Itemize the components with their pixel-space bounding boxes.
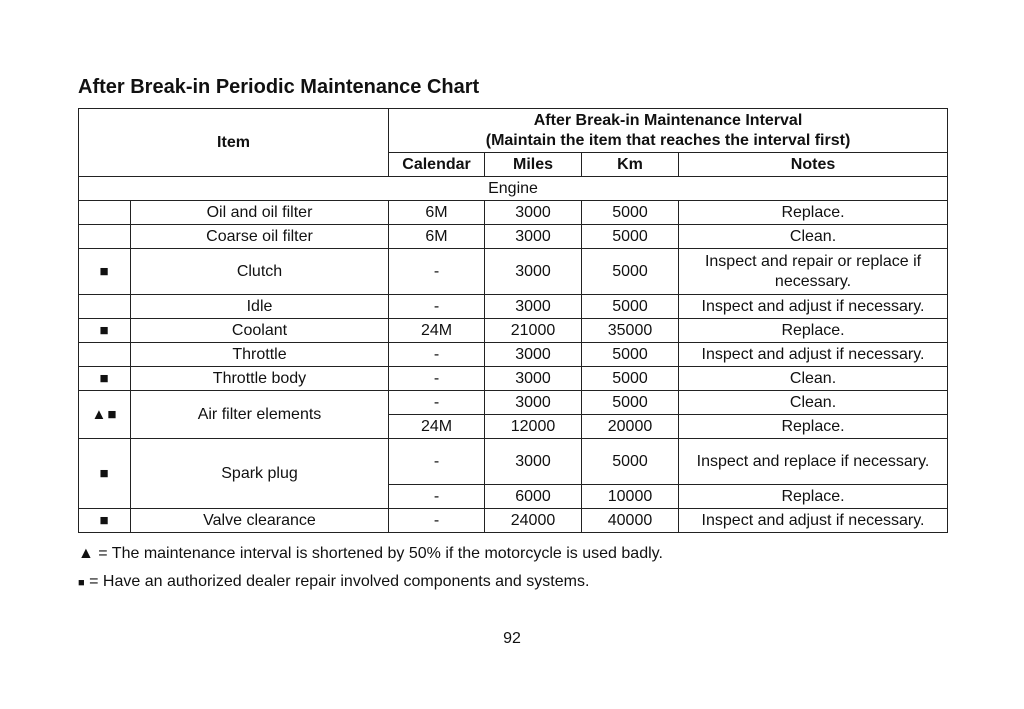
- table-row: [79, 391, 948, 415]
- item-name: Clutch: [131, 249, 389, 295]
- item-name: Coolant: [131, 319, 389, 343]
- calendar-cell: 6M: [389, 225, 485, 249]
- km-cell: 40000: [582, 509, 679, 533]
- notes-cell: Inspect and adjust if necessary.: [679, 509, 948, 533]
- item-header: Item: [79, 109, 389, 177]
- notes-header: Notes: [679, 153, 948, 177]
- dealer-square-icon: ■: [79, 249, 131, 295]
- mark-cell: [79, 225, 131, 249]
- notes-cell: Inspect and repair or replace if necessary.: [679, 249, 948, 295]
- km-cell: 5000: [582, 249, 679, 295]
- mark-cell: [79, 295, 131, 319]
- dealer-square-icon: ■: [79, 319, 131, 343]
- notes-cell: Clean.: [679, 367, 948, 391]
- calendar-cell: 24M: [389, 319, 485, 343]
- table-row: [79, 509, 948, 533]
- section-engine: Engine: [79, 177, 948, 201]
- legend-triangle: [78, 545, 663, 563]
- miles-cell: 3000: [485, 439, 582, 485]
- maintenance-table: [78, 108, 948, 533]
- mark-cell: [79, 201, 131, 225]
- interval-header: [389, 109, 948, 153]
- legend-triangle-text: = The maintenance interval is shortened by 50% if the motorcycle is used badly.: [98, 545, 663, 562]
- header-row-1: [79, 109, 948, 153]
- interval-header-line2: (Maintain the item that reaches the interval first): [485, 131, 851, 149]
- calendar-cell: -: [389, 367, 485, 391]
- calendar-header: Calendar: [389, 153, 485, 177]
- notes-cell: Clean.: [679, 225, 948, 249]
- km-cell: 20000: [582, 415, 679, 439]
- legend-square-text: = Have an authorized dealer repair involved components and systems.: [89, 573, 590, 590]
- table-row: [79, 319, 948, 343]
- table-row: [79, 249, 948, 295]
- mark-cell: [79, 343, 131, 367]
- section-row: [79, 177, 948, 201]
- km-cell: 5000: [582, 201, 679, 225]
- interval-header-line1: After Break-in Maintenance Interval: [533, 111, 803, 129]
- km-cell: 5000: [582, 225, 679, 249]
- miles-cell: 3000: [485, 343, 582, 367]
- miles-cell: 24000: [485, 509, 582, 533]
- calendar-cell: 24M: [389, 415, 485, 439]
- triangle-square-icon: ▲■: [79, 391, 131, 439]
- item-name: Idle: [131, 295, 389, 319]
- table-row: [79, 367, 948, 391]
- calendar-cell: -: [389, 249, 485, 295]
- calendar-cell: -: [389, 509, 485, 533]
- km-cell: 5000: [582, 367, 679, 391]
- miles-cell: 3000: [485, 295, 582, 319]
- notes-cell: Replace.: [679, 415, 948, 439]
- km-cell: 10000: [582, 485, 679, 509]
- page-number: 92: [503, 630, 521, 647]
- km-cell: 5000: [582, 343, 679, 367]
- km-cell: 5000: [582, 295, 679, 319]
- item-name: Valve clearance: [131, 509, 389, 533]
- notes-cell: Inspect and adjust if necessary.: [679, 343, 948, 367]
- calendar-cell: 6M: [389, 201, 485, 225]
- item-name: Throttle: [131, 343, 389, 367]
- notes-cell: Inspect and replace if necessary.: [679, 439, 948, 485]
- item-name: Air filter elements: [131, 391, 389, 439]
- miles-cell: 3000: [485, 249, 582, 295]
- triangle-icon: ▲: [78, 545, 94, 562]
- calendar-cell: -: [389, 391, 485, 415]
- miles-cell: 6000: [485, 485, 582, 509]
- miles-cell: 3000: [485, 367, 582, 391]
- page-title: After Break-in Periodic Maintenance Chart: [78, 76, 480, 98]
- table-row: [79, 343, 948, 367]
- notes-cell: Clean.: [679, 391, 948, 415]
- dealer-square-icon: ■: [79, 509, 131, 533]
- notes-cell: Replace.: [679, 485, 948, 509]
- km-cell: 35000: [582, 319, 679, 343]
- km-header: Km: [582, 153, 679, 177]
- notes-cell: Inspect and adjust if necessary.: [679, 295, 948, 319]
- miles-cell: 12000: [485, 415, 582, 439]
- table-row: [79, 295, 948, 319]
- calendar-cell: -: [389, 343, 485, 367]
- square-icon: ■: [78, 577, 85, 589]
- notes-cell: Replace.: [679, 319, 948, 343]
- dealer-square-icon: ■: [79, 367, 131, 391]
- km-cell: 5000: [582, 439, 679, 485]
- item-name: Coarse oil filter: [131, 225, 389, 249]
- calendar-cell: -: [389, 295, 485, 319]
- table-row: [79, 439, 948, 485]
- miles-cell: 3000: [485, 225, 582, 249]
- item-name: Spark plug: [131, 439, 389, 509]
- miles-cell: 21000: [485, 319, 582, 343]
- miles-header: Miles: [485, 153, 582, 177]
- notes-cell: Replace.: [679, 201, 948, 225]
- item-name: Oil and oil filter: [131, 201, 389, 225]
- table-row: [79, 225, 948, 249]
- km-cell: 5000: [582, 391, 679, 415]
- dealer-square-icon: ■: [79, 439, 131, 509]
- miles-cell: 3000: [485, 391, 582, 415]
- legend-square: [78, 573, 589, 591]
- item-name: Throttle body: [131, 367, 389, 391]
- calendar-cell: -: [389, 485, 485, 509]
- calendar-cell: -: [389, 439, 485, 485]
- table-row: [79, 201, 948, 225]
- miles-cell: 3000: [485, 201, 582, 225]
